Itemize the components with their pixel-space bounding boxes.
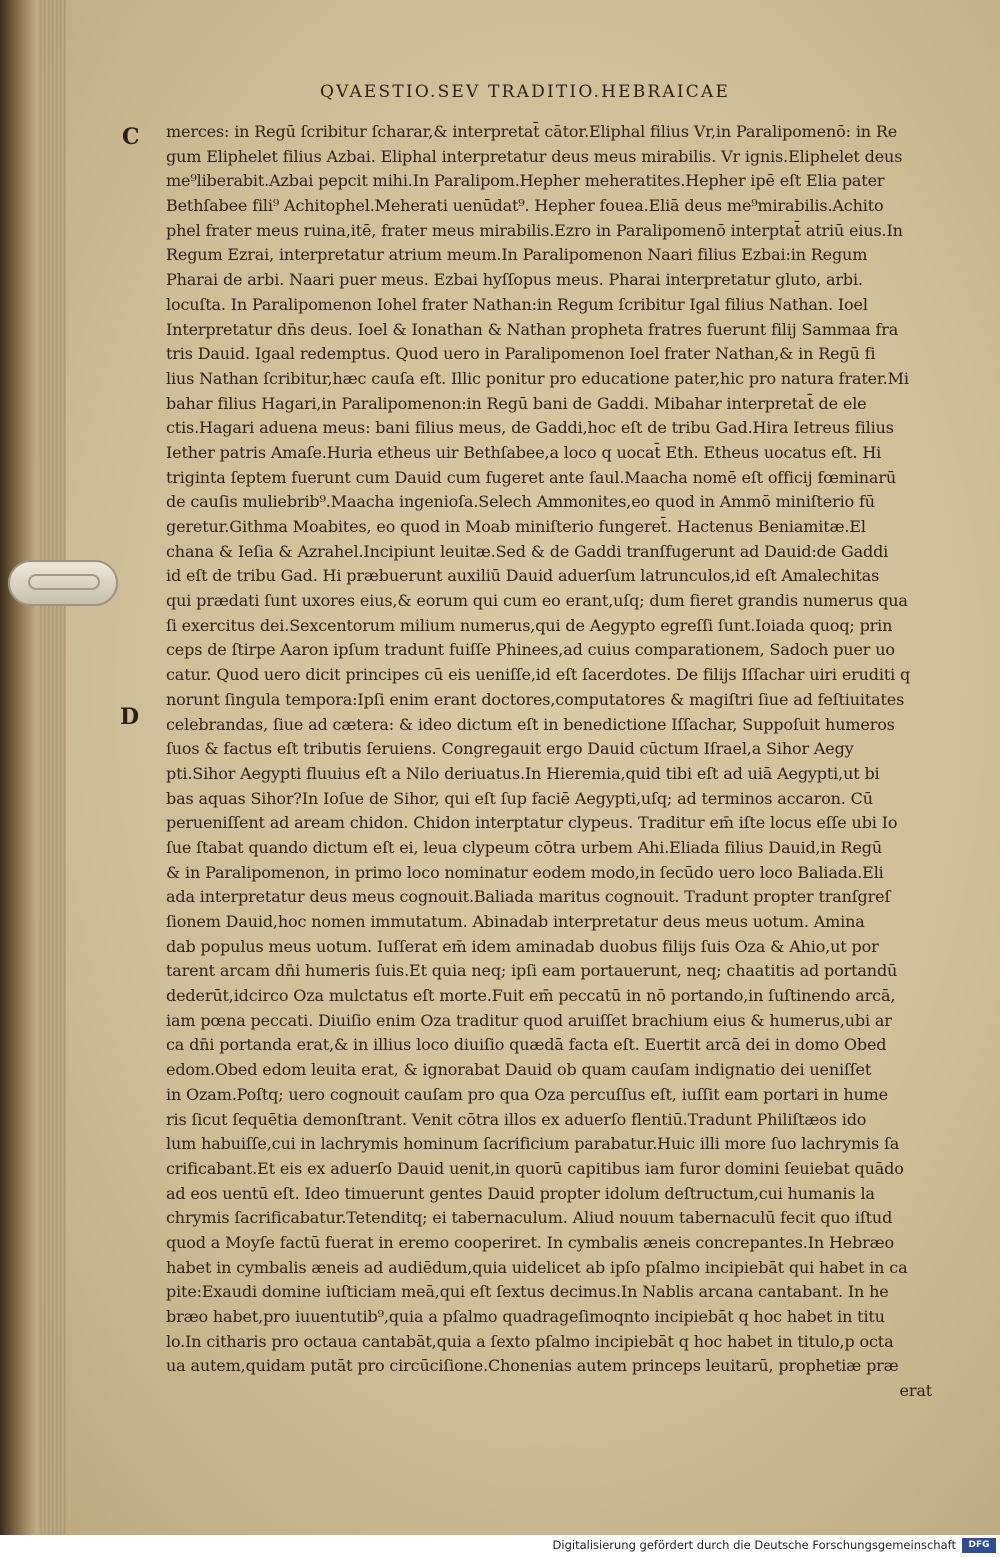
text-line: iam pœna peccati. Diuiſio enim Oza traditur quod aruiſſet brachium eius & humerus,ubi ar: [166, 1010, 892, 1030]
text-line: Regum Ezrai, interpretatur atrium meum.In Paralipomenon Naari filius Ezbai:in Regum: [166, 245, 868, 265]
text-line: erat: [899, 1381, 932, 1401]
text-line: edom.Obed edom leuita erat, & ignorabat Dauid ob quam cauſam indignatio dei ueniſſet: [166, 1060, 872, 1080]
text-line: ſuos & factus eſt tributis ſeruiens. Congregauit ergo Dauid cūctum Iſrael,a Sihor Aegy: [166, 739, 854, 759]
text-line: ris ſicut ſequētia demonſtrant. Venit cōtra illos ex aduerſo flentiū.Tradunt Philiſtæos ido: [166, 1109, 867, 1129]
text-line: phel frater meus ruina,itē, frater meus mirabilis.Ezro in Paralipomenō interptat̄ atriū eius.In: [166, 220, 903, 240]
text-line: geretur.Githma Moabites, eo quod in Moab miniſterio fungeret̄. Hactenus Beniamitæ.El: [166, 517, 866, 536]
text-line: bas aquas Sihor?In Ioſue de Sihor, qui eſt ſup faciē Aegypti,uſq; ad terminos accaron. Cū: [166, 788, 873, 808]
body-text: [166, 120, 932, 1404]
text-line: habet in cymbalis æneis ad audiēdum,quia uidelicet ab ipſo pſalmo incipiebāt qui habet in ca: [166, 1257, 908, 1277]
text-line: chrymis ſacrificabatur.Tetenditq; ei tabernaculum. Aliud nouum tabernaculū fecit quo iſtud: [166, 1208, 893, 1228]
text-line: ad eos uentū eſt. Ideo timuerunt gentes Dauid propter idolum deſtructum,cui humanis la: [166, 1183, 875, 1203]
book-spine: [0, 0, 38, 1535]
text-line: bahar filius Hagari,in Paralipomenon:in Regū bani de Gaddi. Mibahar interpretat̄ de ele: [166, 393, 867, 413]
text-line: dederūt,idcirco Oza mulctatus eſt morte.Fuit em̄ peccatū in nō portando,in ſuſtinendo arcā,: [166, 986, 896, 1006]
text-line: ſionem Dauid,hoc nomen immutatum. Abinadab interpretatur deus meus uotum. Amina: [166, 912, 865, 931]
text-line: Bethſabee fili⁹ Achitophel.Meherati uenūdat⁹. Hepher fouea.Eliā deus me⁹mirabilis.Achito: [166, 196, 884, 216]
dfg-logo: DFG: [962, 1538, 996, 1553]
text-line: in Ozam.Poſtq; uero cognouit cauſam pro qua Oza percuſſus eſt, iuſſit eam portari in hume: [166, 1084, 888, 1104]
footer-credit: Digitalisierung gefördert durch die Deutsche Forschungsgemeinschaft: [552, 1538, 956, 1552]
text-line: ada interpretatur deus meus cognouit.Baliada maritus cognouit. Tradunt propter tranſgreſ: [166, 887, 891, 907]
text-line: perueniſſent ad aream chidon. Chidon interptatur clypeus. Traditur em̄ iſte locus eſſe ubi Io: [166, 813, 898, 833]
page-edges: [38, 0, 66, 1535]
text-line: chana & Ieſia & Azrahel.Incipiunt leuitæ.Sed & de Gaddi tranſfugerunt ad Dauid:de Gaddi: [166, 541, 889, 561]
text-line: ſue ſtabat quando dictum eſt ei, leua clypeum cōtra urbem Ahi.Eliada filius Dauid,in Regū: [166, 837, 883, 857]
text-line: tarent arcam dn̄i humeris ſuis.Et quia neq; ipſi eam portauerunt, neq; chaatitis ad portandū: [166, 961, 898, 981]
running-head: QVAESTIO.SEV TRADITIO.HEBRAICAE: [320, 82, 731, 102]
text-line: me⁹liberabit.Azbai pepcit mihi.In Paralipom.Hepher meheratites.Hepher ipē eſt Elia pater: [166, 171, 885, 191]
text-line: Iether patris Amaſe.Huria etheus uir Bethſabee,a loco q uocat̄ Eth. Etheus uocatus eſt. Hi: [166, 442, 882, 462]
text-line: & in Paralipomenon, in primo loco nominatur eodem modo,in ſecūdo uero loco Baliada.Eli: [166, 862, 884, 882]
text-line: lius Nathan ſcribitur,hæc cauſa eſt. Illic ponitur pro educatione pater,hic pro natura frater.Mi: [166, 368, 909, 388]
text-line: lo.In citharis pro octaua cantabāt,quia a ſexto pſalmo incipiebāt q hoc habet in titulo,p octa: [166, 1331, 894, 1351]
text-line: ctis.Hagari aduena meus: bani filius meus, de Gaddi,hoc eſt de tribu Gad.Hira Ietreus filius: [166, 418, 894, 438]
text-line: ca dn̄i portanda erat,& in illius loco diuiſio quædā facta eſt. Euertit arcā dei in domo Obed: [166, 1035, 887, 1055]
text-line: Pharai de arbi. Naari puer meus. Ezbai hyſſopus meus. Pharai interpretatur gluto, arbi.: [166, 270, 863, 290]
page-clip: [8, 560, 118, 606]
text-line: tris Dauid. Igaal redemptus. Quod uero in Paralipomenon Ioel frater Nathan,& in Regū fi: [166, 344, 876, 364]
text-line: gum Eliphelet filius Azbai. Eliphal interpretatur deus meus mirabilis. Vr ignis.Eliphelet deus: [166, 146, 903, 166]
text-line: de cauſis muliebrib⁹.Maacha ingenioſa.Selech Ammonites,eo quod in Ammō miniſterio fū: [166, 492, 875, 512]
page-clip-loop: [28, 574, 100, 590]
text-line: ua autem,quidam putāt pro circūciſione.Chonenias autem princeps leuitarū, prophetiæ præ: [166, 1356, 899, 1376]
text-line: ceps de ſtirpe Aaron ipſum tradunt fuiſſe Phinees,ad cuius comparationem, Sadoch puer uo: [166, 640, 895, 660]
text-line: locuſta. In Paralipomenon Iohel frater Nathan:in Regum ſcribitur Igal filius Nathan. Ioel: [166, 294, 868, 314]
text-line: qui prædati ſunt uxores eius,& eorum qui cum eo erant,uſq; dum fieret grandis numerus qua: [166, 591, 908, 611]
text-line: merces: in Regū ſcribitur ſcharar,& interpretat̄ cātor.Eliphal filius Vr,in Paralipomenō: in Re: [166, 122, 898, 141]
digitization-footer: [0, 1535, 1000, 1557]
text-line: triginta ſeptem fuerunt cum Dauid cum fugeret ante ſaul.Maacha nomē eſt officij fœminarū: [166, 467, 896, 487]
text-line: ſi exercitus dei.Sexcentorum milium numerus,qui de Aegypto egreſſi ſunt.Ioiada quoq; prin: [166, 615, 893, 635]
text-line: lum habuiſſe,cui in lachrymis hominum ſacrificium parabatur.Huic illi more ſuo lachrymis ſa: [166, 1134, 900, 1154]
text-line: pite:Exaudi domine iuſticiam meā,qui eſt ſextus decimus.In Nablis arcana cantabant. In he: [166, 1282, 889, 1302]
section-letter-c: C: [122, 124, 140, 150]
text-line: bræo habet,pro iuuentutib⁹,quia a pſalmo quadrageſimoqnto incipiebāt q hoc habet in titu: [166, 1307, 885, 1326]
text-line: norunt ſingula tempora:Ipſi enim erant doctores,computatores & magiſtri ſiue ad feſtiuitates: [166, 689, 905, 709]
text-line: crificabant.Et eis ex aduerſo Dauid uenit,in quorū capitibus iam furor domini ſeuiebat quādo: [166, 1158, 904, 1178]
text-line: pti.Sihor Aegypti fluuius eſt a Nilo deriuatus.In Hieremia,quid tibi eſt ad uiā Aegypti,ut bi: [166, 763, 880, 783]
section-letter-d: D: [120, 704, 140, 730]
text-line: celebrandas, ſiue ad cætera: & ideo dictum eſt in benedictione Iſſachar, Suppoſuit humeros: [166, 714, 895, 734]
text-line: dab populus meus uotum. Iuſſerat em̄ idem aminadab duobus filijs ſuis Oza & Ahio,ut por: [166, 936, 879, 956]
text-line: Interpretatur dn̄s deus. Ioel & Ionathan & Nathan propheta fratres fuerunt filij Sammaa fra: [166, 319, 899, 339]
text-line: quod a Moyſe factū fuerat in eremo cooperiret. In cymbalis æneis concrepantes.In Hebræo: [166, 1232, 895, 1252]
text-line: id eſt de tribu Gad. Hi præbuerunt auxiliū Dauid aduerſum latrunculos,id eſt Amalechitas: [166, 566, 880, 586]
text-line: catur. Quod uero dicit principes cū eis ueniſſe,id eſt ſacerdotes. De filijs Iſſachar uiri eruditi q: [166, 665, 911, 685]
